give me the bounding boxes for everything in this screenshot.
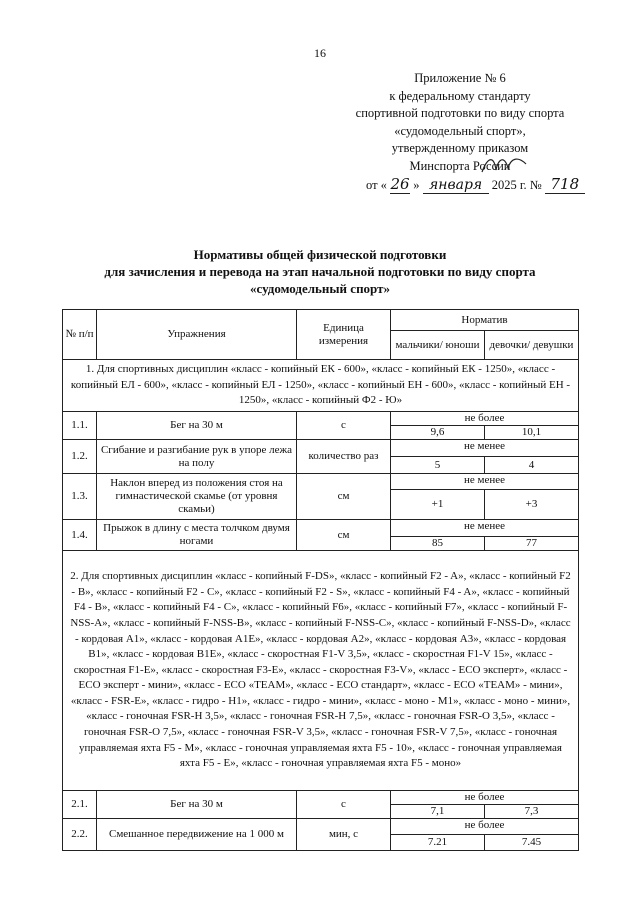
row-criterion: не более xyxy=(391,819,579,835)
title-line-3: «судомодельный спорт» xyxy=(249,281,391,296)
row-boys-value: 7.21 xyxy=(391,835,485,851)
sport-name-line: «судомодельный спорт», xyxy=(394,123,526,138)
row-boys-value: 5 xyxy=(391,457,485,474)
order-date-line xyxy=(366,175,585,194)
row-unit: с xyxy=(297,791,391,819)
header-num: № п/п xyxy=(63,310,97,360)
row-unit: см xyxy=(297,474,391,520)
section-1-title: 1. Для спортивных дисциплин «класс - копийный ЕК - 600», «класс - копийный ЕК - 1250», «класс - копийный ЕЛ - 600», «класс - копийный ЕЛ - 1250», «класс - копийный ЕН - 600», «класс - копийный ЕН - 1250», «класс - копийный Ф2 - Ю» xyxy=(63,360,579,412)
ministry-line: Минспорта России xyxy=(409,158,511,173)
row-num: 1.4. xyxy=(63,520,97,551)
date-prefix: от « xyxy=(366,178,387,192)
header-exercise: Упражнения xyxy=(97,310,297,360)
row-exercise: Прыжок в длину с места толчком двумя ногами xyxy=(97,520,297,551)
date-day: 26 xyxy=(390,175,410,193)
header-boys: мальчики/ юноши xyxy=(391,331,485,360)
row-unit: количество раз xyxy=(297,440,391,474)
standard-line: к федеральному стандарту xyxy=(389,88,531,103)
page-number: 16 xyxy=(314,46,326,60)
row-num: 1.1. xyxy=(63,412,97,440)
row-unit: мин, с xyxy=(297,819,391,851)
row-exercise: Сгибание и разгибание рук в упоре лежа на полу xyxy=(97,440,297,474)
appendix-line: Приложение № 6 xyxy=(414,71,506,85)
section-2-title: 2. Для спортивных дисциплин «класс - копийный F-DS», «класс - копийный F2 - A», «класс - копийный F2 - B», «класс - копийный F2 - C», «класс - копийный F2 - S», «класс - копийный F4 - A», «класс - копийный F4 - B», «класс - копийный F4 - C», «класс - копийный F6», «класс - копийный F7», «класс - копийный F-NSS-A», «класс - копийный F-NSS-B», «класс - копийный F-NSS-C», «класс - копийный F-NSS-D», «класс - кордовая A1», «класс - кордовая A1E», «класс - кордовая A2», «класс - кордовая A3», «класс - кордовая B1», «класс - кордовая B1E», «класс - скоростная F1-V 3,5», «класс - скоростная F1-V 15», «класс - скоростная F1-E», «класс - скоростная F3-E», «класс - скоростная F3-V», «класс - ECO эксперт», «класс - ECO эксперт - мини», «класс - ECO «TEAM», «класс - ECO стандарт», «класс - ECO «TEAM» - мини», «класс - FSR-E», «класс - гидро - H1», «класс - гидро - мини», «класс - моно - M1», «класс - моно - мини», «класс - гоночная FSR-H 3,5», «класс - гоночная FSR-H 7,5», «класс - гоночная FSR-O 3,5», «класс - гоночная FSR-O 7,5», «класс - гоночная FSR-V 3,5», «класс - гоночная FSR-V 7,5», «класс - гоночная управляемая яхта F5 - M», «класс - гоночная управляемая яхта F5 - 10», «класс - гоночная управляемая яхта F5 - E», «класс - гоночная управляемая яхта F5 - моно» xyxy=(63,551,579,791)
row-exercise: Бег на 30 м xyxy=(97,791,297,819)
row-girls-value: 7,3 xyxy=(485,805,579,819)
header-girls: девочки/ девушки xyxy=(485,331,579,360)
row-unit: с xyxy=(297,412,391,440)
row-criterion: не менее xyxy=(391,474,579,490)
row-girls-value: 4 xyxy=(485,457,579,474)
row-num: 2.1. xyxy=(63,791,97,819)
row-num: 1.3. xyxy=(63,474,97,520)
ministry-signature xyxy=(480,152,530,180)
row-criterion: не более xyxy=(391,791,579,805)
header-norm: Норматив xyxy=(391,310,579,331)
date-year: 2025 г. № xyxy=(491,178,542,192)
row-criterion: не менее xyxy=(391,440,579,457)
row-girls-value: 77 xyxy=(485,537,579,551)
order-number: 718 xyxy=(545,175,585,194)
title-line-2: для зачисления и перевода на этап начальной подготовки по виду спорта xyxy=(104,264,536,279)
row-unit: см xyxy=(297,520,391,551)
header-unit: Единица измерения xyxy=(297,310,391,360)
row-exercise: Смешанное передвижение на 1 000 м xyxy=(97,819,297,851)
document-title xyxy=(50,246,590,297)
row-num: 2.2. xyxy=(63,819,97,851)
approval-header xyxy=(330,70,590,175)
row-boys-value: 9,6 xyxy=(391,426,485,440)
date-mid: » xyxy=(413,178,420,192)
standards-table xyxy=(62,309,579,851)
row-criterion: не более xyxy=(391,412,579,426)
title-line-1: Нормативы общей физической подготовки xyxy=(193,247,447,262)
row-boys-value: 7,1 xyxy=(391,805,485,819)
row-exercise: Бег на 30 м xyxy=(97,412,297,440)
row-girls-value: +3 xyxy=(485,490,579,520)
row-criterion: не менее xyxy=(391,520,579,537)
sport-line: спортивной подготовки по виду спорта xyxy=(355,106,565,120)
row-girls-value: 10,1 xyxy=(485,426,579,440)
row-boys-value: +1 xyxy=(391,490,485,520)
row-boys-value: 85 xyxy=(391,537,485,551)
row-girls-value: 7.45 xyxy=(485,835,579,851)
approved-line: утвержденному приказом xyxy=(391,141,529,155)
date-month: января xyxy=(423,177,489,194)
row-num: 1.2. xyxy=(63,440,97,474)
row-exercise: Наклон вперед из положения стоя на гимнастической скамье (от уровня скамьи) xyxy=(97,474,297,520)
